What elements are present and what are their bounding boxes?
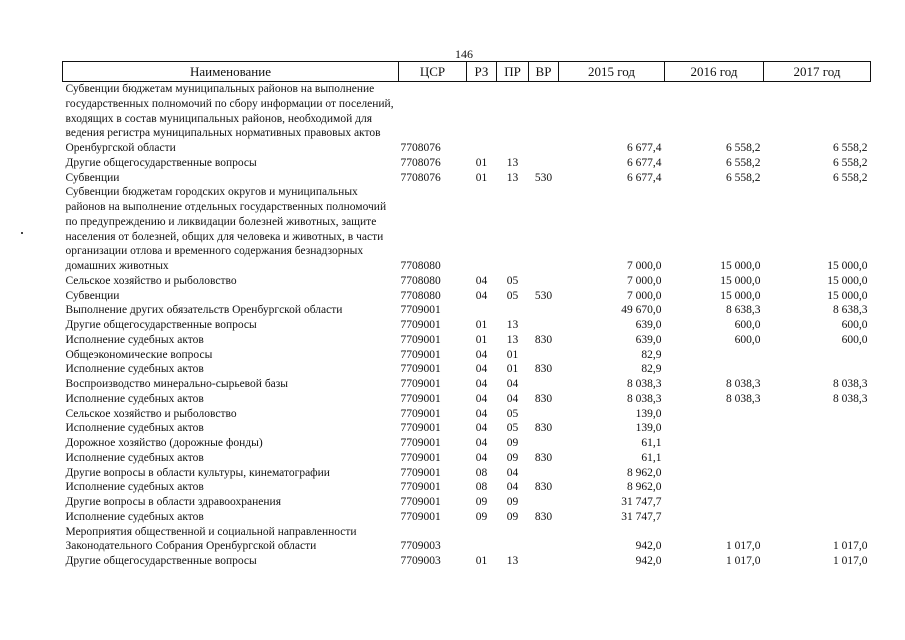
header-rz: РЗ xyxy=(467,62,497,82)
cell-vr xyxy=(529,185,559,274)
header-2016: 2016 год xyxy=(665,62,764,82)
table-row xyxy=(63,185,871,274)
cell-rz: 09 xyxy=(475,496,488,508)
cell-2017: 1 017,0 xyxy=(833,555,868,567)
cell-pr: 09 xyxy=(506,496,519,508)
cell-2015: 82,9 xyxy=(641,348,662,361)
table-row xyxy=(63,554,871,569)
cell-csr: 7708080 xyxy=(400,274,441,287)
cell-csr: 7708080 xyxy=(400,289,441,302)
cell-2016: 15 000,0 xyxy=(720,289,761,302)
cell-2017 xyxy=(764,510,871,525)
cell-name: Дорожное хозяйство (дорожные фонды) xyxy=(65,437,263,449)
cell-2015: 6 677,4 xyxy=(627,142,662,154)
cell-rz: 01 xyxy=(475,171,488,184)
cell-2016: 6 558,2 xyxy=(726,156,761,169)
cell-2016 xyxy=(665,495,764,510)
cell-csr: 7709001 xyxy=(400,348,441,361)
cell-csr: 7709001 xyxy=(400,319,441,331)
table-row xyxy=(63,466,871,481)
table-row xyxy=(63,82,871,156)
cell-pr: 13 xyxy=(506,171,519,184)
cell-vr xyxy=(529,348,559,363)
cell-pr: 13 xyxy=(506,333,519,346)
cell-2016: 8 038,3 xyxy=(726,378,761,390)
cell-2016: 1 017,0 xyxy=(726,555,761,567)
cell-2016 xyxy=(665,480,764,495)
cell-pr: 09 xyxy=(506,437,519,449)
cell-name: Сельское хозяйство и рыболовство xyxy=(65,407,237,420)
cell-rz: 04 xyxy=(475,422,488,435)
cell-pr: 04 xyxy=(506,378,519,390)
cell-vr: 830 xyxy=(534,510,553,523)
cell-rz xyxy=(467,185,497,274)
cell-name: Другие общегосударственные вопросы xyxy=(65,156,257,169)
header-vr: ВР xyxy=(529,62,559,82)
cell-name: Мероприятия общественной и социальной направленности Законодательного Собрания Оренбургской области xyxy=(65,525,357,553)
cell-2017 xyxy=(764,495,871,510)
cell-2015: 31 747,7 xyxy=(621,496,662,508)
table-row xyxy=(63,171,871,186)
cell-2015: 61,1 xyxy=(641,451,662,464)
cell-name: Исполнение судебных актов xyxy=(65,451,204,464)
cell-csr: 7709001 xyxy=(400,496,441,508)
cell-rz: 04 xyxy=(475,407,488,420)
cell-rz: 04 xyxy=(475,274,488,287)
table-row xyxy=(63,392,871,407)
table-row xyxy=(63,510,871,525)
cell-name: Исполнение судебных актов xyxy=(65,363,204,376)
cell-2017 xyxy=(764,421,871,436)
cell-2016: 1 017,0 xyxy=(726,540,761,553)
table-row xyxy=(63,421,871,436)
header-name: Наименование xyxy=(63,62,399,82)
header-pr: ПР xyxy=(497,62,529,82)
cell-vr: 830 xyxy=(534,392,553,405)
cell-2016 xyxy=(665,421,764,436)
cell-2016: 15 000,0 xyxy=(720,274,761,287)
table-row xyxy=(63,480,871,495)
cell-pr xyxy=(497,185,529,274)
cell-2015: 8 962,0 xyxy=(627,466,662,479)
cell-rz: 09 xyxy=(475,510,488,523)
cell-2015: 639,0 xyxy=(635,319,662,331)
cell-rz: 04 xyxy=(475,378,488,390)
cell-pr: 05 xyxy=(506,289,519,302)
cell-name: Воспроизводство минерально-сырьевой базы xyxy=(65,378,289,390)
table-row xyxy=(63,436,871,451)
cell-2015: 942,0 xyxy=(635,540,662,553)
cell-2017: 8 638,3 xyxy=(833,304,868,317)
cell-2017: 15 000,0 xyxy=(827,274,868,287)
cell-2016 xyxy=(665,348,764,363)
cell-vr xyxy=(529,436,559,451)
cell-name: Другие общегосударственные вопросы xyxy=(65,555,257,567)
cell-2016: 6 558,2 xyxy=(726,142,761,154)
cell-name: Субвенции xyxy=(65,171,120,184)
cell-2017: 6 558,2 xyxy=(833,142,868,154)
cell-2015: 8 038,3 xyxy=(627,378,662,390)
cell-csr: 7709001 xyxy=(400,437,441,449)
cell-vr xyxy=(529,525,559,555)
cell-vr xyxy=(529,274,559,289)
cell-2017: 6 558,2 xyxy=(833,156,868,169)
cell-2016 xyxy=(665,451,764,466)
table-row xyxy=(63,362,871,377)
table-row xyxy=(63,407,871,422)
cell-2016 xyxy=(665,510,764,525)
cell-pr: 09 xyxy=(506,451,519,464)
cell-rz: 04 xyxy=(475,289,488,302)
cell-2017 xyxy=(764,407,871,422)
cell-2015: 8 962,0 xyxy=(627,481,662,494)
cell-rz: 08 xyxy=(475,481,488,494)
cell-2015: 31 747,7 xyxy=(621,510,662,523)
cell-name: Исполнение судебных актов xyxy=(65,422,204,435)
header-2017: 2017 год xyxy=(764,62,871,82)
cell-2016: 600,0 xyxy=(734,319,761,331)
cell-2015: 61,1 xyxy=(641,437,662,449)
cell-2017: 1 017,0 xyxy=(833,540,868,553)
cell-name: Исполнение судебных актов xyxy=(65,510,204,523)
budget-table xyxy=(62,61,871,569)
cell-pr: 04 xyxy=(506,481,519,494)
cell-2015: 139,0 xyxy=(635,422,662,435)
cell-2017: 600,0 xyxy=(841,333,868,346)
cell-vr xyxy=(529,554,559,569)
cell-rz: 01 xyxy=(475,319,488,331)
table-row xyxy=(63,318,871,333)
cell-csr: 7709001 xyxy=(400,378,441,390)
cell-vr: 830 xyxy=(534,422,553,435)
table-row xyxy=(63,333,871,348)
cell-2015: 82,9 xyxy=(641,363,662,376)
cell-2017: 15 000,0 xyxy=(827,289,868,302)
cell-2017: 8 038,3 xyxy=(833,378,868,390)
cell-2016: 8 638,3 xyxy=(726,304,761,317)
cell-2015: 49 670,0 xyxy=(621,304,662,317)
cell-2015: 942,0 xyxy=(635,555,662,567)
cell-2016: 15 000,0 xyxy=(720,260,761,272)
cell-pr: 09 xyxy=(506,510,519,523)
cell-2015: 7 000,0 xyxy=(627,260,662,272)
cell-2015: 7 000,0 xyxy=(627,274,662,287)
cell-vr xyxy=(529,303,559,318)
cell-rz: 04 xyxy=(475,348,488,361)
cell-pr: 04 xyxy=(506,466,519,479)
cell-2016 xyxy=(665,407,764,422)
cell-pr: 13 xyxy=(506,156,519,169)
cell-rz xyxy=(467,303,497,318)
cell-pr: 13 xyxy=(506,319,519,331)
cell-2017: 8 038,3 xyxy=(833,392,868,405)
cell-2015: 639,0 xyxy=(635,333,662,346)
cell-2015: 6 677,4 xyxy=(627,156,662,169)
cell-csr: 7709003 xyxy=(400,540,441,553)
cell-2015: 8 038,3 xyxy=(627,392,662,405)
table-row xyxy=(63,348,871,363)
cell-name: Субвенции бюджетам муниципальных районов на выполнение государственных полномочий по сбору информации от поселений, входящих в состав муниципальных районов, необходимой для ведения регистра муниципальных нормативных правовых актов Оренбургской области xyxy=(65,83,394,154)
table-row xyxy=(63,303,871,318)
page-number: 146 xyxy=(455,47,473,61)
header-2015: 2015 год xyxy=(559,62,665,82)
cell-name: Субвенции бюджетам городских округов и муниципальных районов на выполнение отдельных государственных полномочий по предупреждению и ликвидации болезней животных, защите населения от болезней, общих для человека и животных, в части организации отлова и временного содержания безнадзорных домашних животных xyxy=(65,186,387,272)
cell-rz xyxy=(467,525,497,555)
cell-rz: 01 xyxy=(475,156,488,169)
cell-vr xyxy=(529,495,559,510)
cell-pr: 05 xyxy=(506,422,519,435)
cell-2016 xyxy=(665,436,764,451)
cell-vr xyxy=(529,377,559,392)
cell-csr: 7709001 xyxy=(400,481,441,494)
cell-rz: 08 xyxy=(475,466,488,479)
cell-csr: 7709001 xyxy=(400,510,441,523)
cell-name: Исполнение судебных актов xyxy=(65,333,204,346)
cell-rz: 04 xyxy=(475,392,488,405)
cell-csr: 7708080 xyxy=(400,260,441,272)
cell-rz: 04 xyxy=(475,363,488,376)
cell-vr xyxy=(529,318,559,333)
cell-csr: 7709001 xyxy=(400,333,441,346)
cell-2017 xyxy=(764,436,871,451)
cell-pr: 05 xyxy=(506,274,519,287)
table-row xyxy=(63,495,871,510)
cell-rz: 01 xyxy=(475,333,488,346)
cell-pr xyxy=(497,82,529,156)
cell-2016: 8 038,3 xyxy=(726,392,761,405)
cell-name: Другие вопросы в области культуры, кинематографии xyxy=(65,466,330,479)
cell-2015: 7 000,0 xyxy=(627,289,662,302)
cell-name: Субвенции xyxy=(65,289,120,302)
table-row xyxy=(63,451,871,466)
cell-2016: 6 558,2 xyxy=(726,171,761,184)
cell-vr xyxy=(529,156,559,171)
cell-vr xyxy=(529,82,559,156)
cell-csr: 7708076 xyxy=(400,156,441,169)
cell-name: Исполнение судебных актов xyxy=(65,481,204,494)
cell-2016 xyxy=(665,362,764,377)
cell-2017: 600,0 xyxy=(841,319,868,331)
table-row xyxy=(63,274,871,289)
cell-2017 xyxy=(764,348,871,363)
cell-name: Другие общегосударственные вопросы xyxy=(65,319,257,331)
cell-2016 xyxy=(665,466,764,481)
cell-name: Другие вопросы в области здравоохранения xyxy=(65,496,281,508)
cell-vr: 530 xyxy=(534,289,553,302)
cell-pr xyxy=(497,525,529,555)
cell-vr: 830 xyxy=(534,451,553,464)
cell-vr: 830 xyxy=(534,363,553,376)
cell-2016: 600,0 xyxy=(734,333,761,346)
table-row xyxy=(63,525,871,555)
table-row xyxy=(63,156,871,171)
cell-csr: 7709001 xyxy=(400,304,441,317)
table-row xyxy=(63,289,871,304)
cell-csr: 7708076 xyxy=(400,142,441,154)
cell-2015: 6 677,4 xyxy=(627,171,662,184)
cell-csr: 7709001 xyxy=(400,466,441,479)
scan-speck xyxy=(21,232,23,234)
cell-pr xyxy=(497,303,529,318)
cell-csr: 7709001 xyxy=(400,451,441,464)
cell-vr xyxy=(529,407,559,422)
table-row xyxy=(63,377,871,392)
cell-rz: 04 xyxy=(475,437,488,449)
cell-rz: 04 xyxy=(475,451,488,464)
cell-2017 xyxy=(764,466,871,481)
cell-name: Исполнение судебных актов xyxy=(65,392,204,405)
cell-pr: 05 xyxy=(506,407,519,420)
cell-csr: 7709001 xyxy=(400,392,441,405)
table-header-row xyxy=(63,62,871,82)
cell-name: Общеэкономические вопросы xyxy=(65,348,213,361)
cell-2017: 15 000,0 xyxy=(827,260,868,272)
cell-name: Сельское хозяйство и рыболовство xyxy=(65,274,237,287)
cell-2017: 6 558,2 xyxy=(833,171,868,184)
cell-name: Выполнение других обязательств Оренбургской области xyxy=(65,304,343,317)
cell-vr xyxy=(529,466,559,481)
cell-vr: 830 xyxy=(534,481,553,494)
cell-rz: 01 xyxy=(475,555,488,567)
cell-pr: 01 xyxy=(506,348,519,361)
cell-csr: 7709001 xyxy=(400,363,441,376)
cell-pr: 04 xyxy=(506,392,519,405)
cell-2017 xyxy=(764,480,871,495)
cell-csr: 7708076 xyxy=(400,171,441,184)
header-csr: ЦСР xyxy=(399,62,467,82)
cell-csr: 7709003 xyxy=(400,555,441,567)
cell-vr: 530 xyxy=(534,171,553,184)
cell-csr: 7709001 xyxy=(400,422,441,435)
cell-vr: 830 xyxy=(534,333,553,346)
cell-2017 xyxy=(764,451,871,466)
cell-pr: 01 xyxy=(506,363,519,376)
cell-2017 xyxy=(764,362,871,377)
cell-pr: 13 xyxy=(506,555,519,567)
table-body xyxy=(63,82,871,569)
cell-2015: 139,0 xyxy=(635,407,662,420)
cell-csr: 7709001 xyxy=(400,407,441,420)
cell-rz xyxy=(467,82,497,156)
